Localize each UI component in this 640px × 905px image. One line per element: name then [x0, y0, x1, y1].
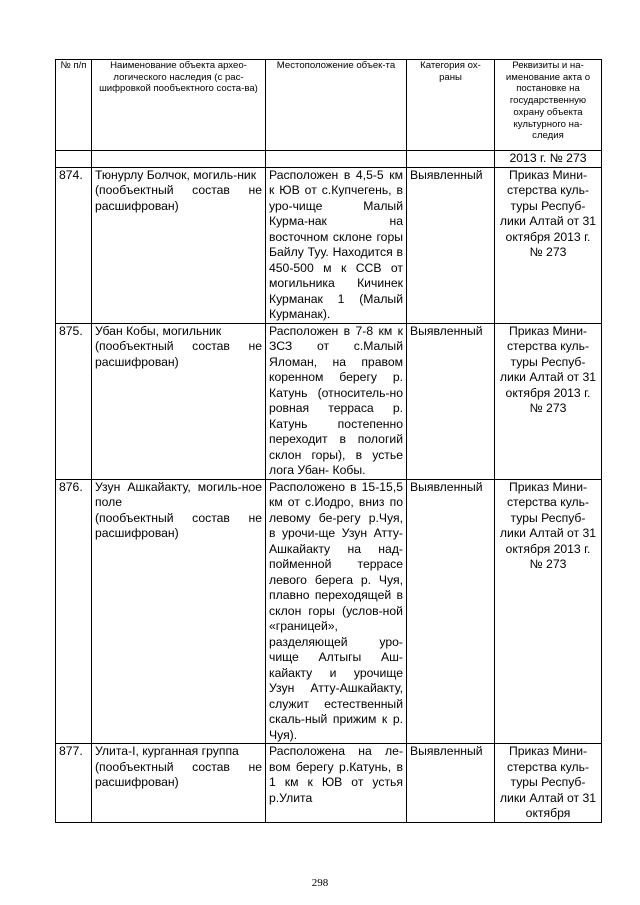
act-requisites: Приказ Мини-стерства куль-туры Респуб-лики Алтай от 31 октября 2013 г. № 273	[495, 479, 602, 744]
table-row	[56, 323, 602, 479]
object-location: Расположен в 7-8 км к ЗСЗ от с.Малый Яломан, на правом коренном берегу р. Катунь (относитель-но ровная терраса р. Катунь постепенно переходит в пологий склон горы), в устье лога Убан- Кобы.	[266, 323, 407, 479]
table-row	[56, 479, 602, 744]
protection-category: Выявленный	[407, 167, 495, 323]
object-name: Убан Кобы, могильник	[95, 323, 222, 338]
object-name: Узун Ашкайакту, могиль-ное поле	[95, 479, 262, 509]
row-number: 876.	[56, 479, 92, 744]
header-category: Категория ох-раны	[407, 60, 495, 151]
continuation-text: 2013 г. № 273	[495, 151, 602, 168]
act-requisites: Приказ Мини-стерства куль-туры Респуб-лики Алтай от 31 октября 2013 г. № 273	[495, 167, 602, 323]
table-row	[56, 167, 602, 323]
object-name-cell	[92, 323, 266, 479]
object-location: Расположена на ле-вом берегу р.Катунь, в 1 км к ЮВ от устья р.Улита	[266, 744, 407, 823]
object-composition: (пообъектный состав не расшифрован)	[95, 339, 262, 369]
object-name-cell	[92, 479, 266, 744]
protection-category: Выявленный	[407, 479, 495, 744]
object-name: Улита-I, курганная группа	[95, 744, 239, 758]
table-row	[56, 744, 602, 823]
row-number: 877.	[56, 744, 92, 823]
heritage-register-table	[55, 59, 602, 823]
row-number: 874.	[56, 167, 92, 323]
object-composition: (пообъектный состав не расшифрован)	[95, 510, 262, 540]
page-number: 298	[311, 877, 329, 889]
protection-category: Выявленный	[407, 323, 495, 479]
row-number: 875.	[56, 323, 92, 479]
header-name: Наименование объекта архео-логического наследия (с рас-шифровкой пообъектного соста-ва)	[92, 60, 266, 151]
object-name-cell	[92, 167, 266, 323]
header-location: Местоположение объек-та	[266, 60, 407, 151]
object-composition: (пообъектный состав не расшифрован)	[95, 759, 262, 789]
object-composition: (пообъектный состав не расшифрован)	[95, 183, 262, 213]
object-name-cell	[92, 744, 266, 823]
continuation-row	[56, 151, 602, 168]
protection-category: Выявленный	[407, 744, 495, 823]
object-name: Тюнурлу Болчок, могиль-ник	[95, 167, 257, 182]
table-header-row	[56, 60, 602, 151]
header-num: № п/п	[56, 60, 92, 151]
object-location: Расположено в 15-15,5 км от с.Иодро, вниз по левому бе-регу р.Чуя, в урочи-ще Узун Атту-Ашкайакту на над-пойменной террасе левого берега р. Чуя, плавно переходящей в склон горы (услов-ной «границей», разделяющей уро-чище Алтыгы Аш-кайакту и урочище Узун Атту-Ашкайакту, служит естественный скаль-ный прижим к р. Чуя).	[266, 479, 407, 744]
object-location: Расположен в 4,5-5 км к ЮВ от с.Купчегень, в уро-чище Малый Курма-нак на восточном склоне горы Байлу Туу. Находится в 450-500 м к ССВ от могильника Кичинек Курманак 1 (Малый Курманак).	[266, 167, 407, 323]
act-requisites: Приказ Мини-стерства куль-туры Респуб-лики Алтай от 31 октября	[495, 744, 602, 823]
act-requisites: Приказ Мини-стерства куль-туры Респуб-лики Алтай от 31 октября 2013 г. № 273	[495, 323, 602, 479]
header-requisites: Реквизиты и на-именование акта о постановке на государственную охрану объекта культурного на-следия	[495, 60, 602, 151]
